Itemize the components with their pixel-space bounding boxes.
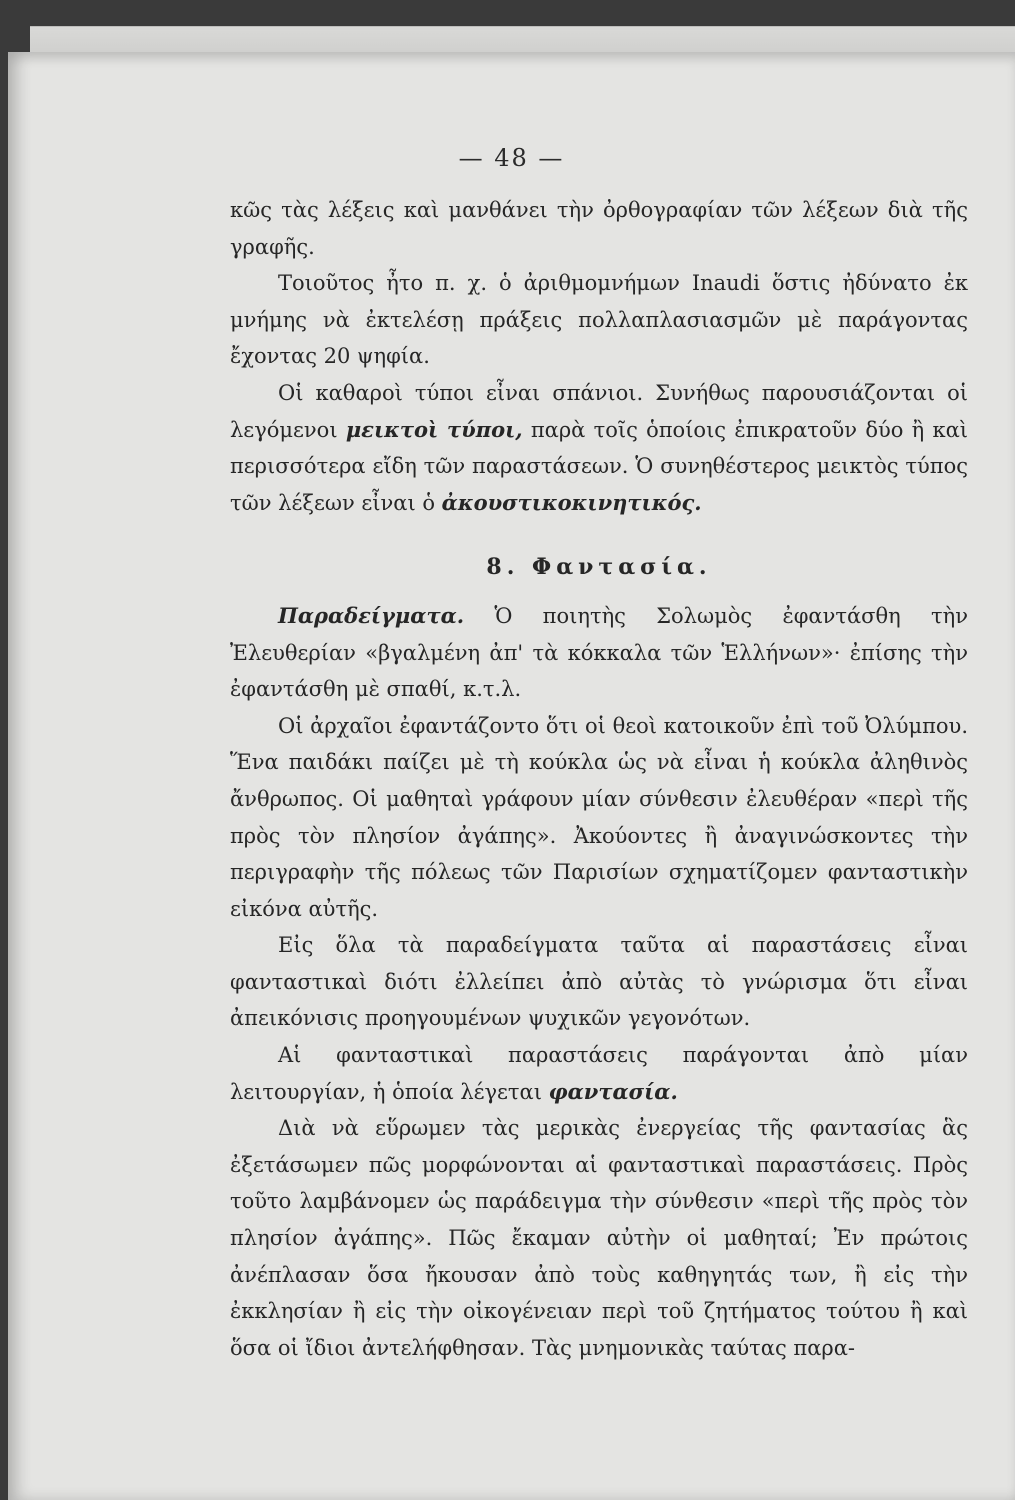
paragraph-3-part-a: Οἱ καθαροὶ τύποι εἶναι σπάνιοι. Συνήθως παρουσιάζονται οἱ λεγόμενοι bbox=[230, 380, 968, 442]
book-page bbox=[8, 52, 1015, 1500]
term-auditory-motor: ἀκουστικοκινητικός. bbox=[441, 489, 702, 515]
body-text bbox=[230, 192, 968, 1366]
term-imagination: φαντασία. bbox=[548, 1078, 678, 1104]
paragraph-4 bbox=[230, 598, 968, 708]
paragraph-2: Τοιοῦτος ἦτο π. χ. ὁ ἀριθμομνήμων Inaudi ὅστις ἠδύνατο ἐκ μνήμης νὰ ἐκτελέσῃ πράξεις πολλαπλασιασμῶν μὲ παράγοντας ἔχοντας 20 ψηφία. bbox=[230, 271, 968, 369]
examples-label: Παραδείγματα. bbox=[278, 602, 465, 628]
page-stack-edge bbox=[30, 26, 1015, 55]
paragraph-1: κῶς τὰς λέξεις καὶ μανθάνει τὴν ὀρθογραφίαν τῶν λέξεων διὰ τῆς γραφῆς. bbox=[230, 198, 968, 259]
paragraph-3 bbox=[230, 375, 968, 521]
paragraph-8: Διὰ νὰ εὕρωμεν τὰς μερικὰς ἐνεργείας τῆς φαντασίας ἃς ἐξετάσωμεν πῶς μορφώνονται αἱ φανταστικαὶ παραστάσεις. Πρὸς τοῦτο λαμβάνομεν ὡς παράδειγμα τὴν σύνθεσιν «περὶ τῆς πρὸς τὸν πλησίον ἀγάπης». Πῶς ἔκαμαν αὐτὴν οἱ μαθηταί; Ἐν πρώτοις ἀνέπλασαν ὅσα ἤκουσαν ἀπὸ τοὺς καθηγητάς των, ἢ εἰς τὴν ἐκκλησίαν ἢ εἰς τὴν οἰκογένειαν περὶ τοῦ ζητήματος τούτου ἢ καὶ ὅσα οἱ ἴδιοι ἀντελήφθησαν. Τὰς μνημονικὰς ταύτας παρα- bbox=[230, 1116, 968, 1360]
paragraph-7 bbox=[230, 1037, 968, 1110]
paragraph-7-text: Αἱ φανταστικαὶ παραστάσεις παράγονται ἀπὸ μίαν λειτουργίαν, ἡ ὁποία λέγεται bbox=[230, 1043, 968, 1104]
paragraph-4-text: Ὁ ποιητὴς Σολωμὸς ἐφαντάσθη τὴν Ἐλευθερίαν «βγαλμένη ἀπ' τὰ κόκκαλα τῶν Ἑλλήνων»· ἐπίσης τὴν ἐφαντάσθη μὲ σπαθί, κ.τ.λ. bbox=[230, 603, 968, 702]
term-mixed-types: μεικτοὶ τύποι, bbox=[345, 416, 523, 442]
paragraph-3-part-c: παρὰ τοῖς ὁποίοις ἐπικρατοῦν δύο ἢ καὶ περισσότερα εἴδη τῶν παραστάσεων. Ὁ συνηθέστερος μεικτὸς τύπος τῶν λέξεων εἶναι ὁ bbox=[230, 417, 968, 515]
page-number: — 48 — bbox=[458, 144, 565, 172]
section-heading: 8. Φαντασία. bbox=[486, 554, 712, 581]
paragraph-6: Εἰς ὅλα τὰ παραδείγματα ταῦτα αἱ παραστάσεις εἶναι φανταστικαὶ διότι ἐλλείπει ἀπὸ αὐτὰς τὸ γνώρισμα ὅτι εἶναι ἀπεικόνισις προηγουμένων ψυχικῶν γεγονότων. bbox=[230, 933, 968, 1031]
paragraph-5: Οἱ ἀρχαῖοι ἐφαντάζοντο ὅτι οἱ θεοὶ κατοικοῦν ἐπὶ τοῦ Ὀλύμπου. Ἕνα παιδάκι παίζει μὲ τὴ κούκλα ὡς νὰ εἶναι ἡ κούκλα ἀληθινὸς ἄνθρωπος. Οἱ μαθηταὶ γράφουν μίαν σύνθεσιν ἐλευθέραν «περὶ τῆς πρὸς τὸν πλησίον ἀγάπης». Ἀκούοντες ἢ ἀναγινώσκοντες τὴν περιγραφὴν τῆς πόλεως τῶν Παρισίων σχηματίζομεν φανταστικὴν εἰκόνα αὐτῆς. bbox=[230, 713, 968, 921]
